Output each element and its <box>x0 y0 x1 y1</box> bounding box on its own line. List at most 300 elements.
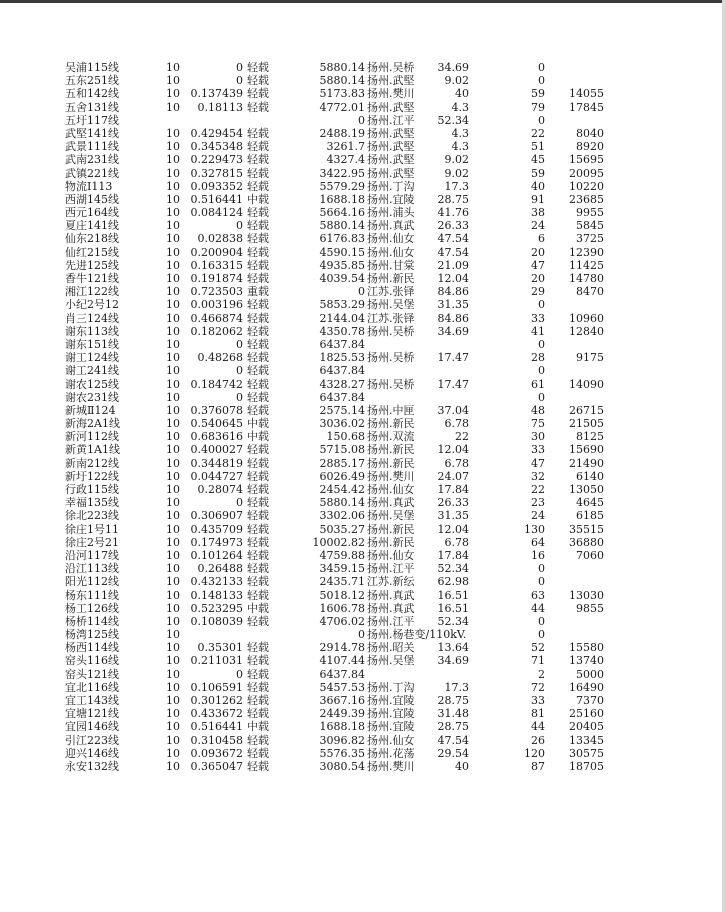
voltage-cell: 10 <box>166 258 180 272</box>
substation-cell: 扬州.武堅 <box>367 140 415 154</box>
capacity-cell: 6176.83 <box>319 232 365 246</box>
voltage-cell: 10 <box>166 126 180 140</box>
total-capacity-cell: 4645 <box>576 496 604 510</box>
load-status-cell: 轻载 <box>247 443 269 457</box>
load-status-cell: 轻载 <box>247 74 269 88</box>
line-name-cell: 五圩117线 <box>65 113 119 127</box>
line-name-cell: 徐庄1号11 <box>65 522 119 536</box>
user-count-cell: 44 <box>531 601 545 615</box>
capacity-cell: 3261.7 <box>326 140 365 154</box>
line-name-cell: 湘江122线 <box>65 285 119 299</box>
substation-cell: 扬州.新民 <box>367 272 415 285</box>
line-name-cell: 新海2A1线 <box>65 417 120 431</box>
table-row <box>0 496 725 509</box>
capacity-cell: 5880.14 <box>319 219 365 233</box>
load-status-cell: 轻载 <box>247 166 269 180</box>
distance-cell: 17.84 <box>437 483 469 496</box>
table-row <box>0 589 725 602</box>
load-status-cell: 中载 <box>247 720 269 734</box>
total-capacity-cell: 12840 <box>569 324 604 338</box>
user-count-cell: 38 <box>531 206 545 220</box>
total-capacity-cell: 9855 <box>576 601 604 615</box>
table-row <box>0 325 725 338</box>
voltage-cell: 10 <box>166 100 180 114</box>
table-row <box>0 681 725 694</box>
line-name-cell: 引江223线 <box>65 733 119 747</box>
table-row <box>0 364 725 377</box>
capacity-cell: 5035.27 <box>319 522 365 536</box>
capacity-cell: 6026.49 <box>319 469 365 483</box>
substation-cell: 扬州.武堅 <box>367 100 415 114</box>
total-capacity-cell: 8040 <box>576 126 604 140</box>
load-ratio-cell: 0.044727 <box>190 469 243 483</box>
load-ratio-cell: 0 <box>236 337 243 351</box>
distance-cell: 9.02 <box>444 153 469 167</box>
line-name-cell: 行政115线 <box>65 483 119 496</box>
substation-cell: 扬州.双流 <box>367 430 415 444</box>
line-name-cell: 杨东111线 <box>65 588 119 602</box>
spreadsheet-table <box>0 61 725 773</box>
distance-cell: 84.86 <box>437 311 469 325</box>
voltage-cell: 10 <box>166 87 180 101</box>
capacity-cell: 6437.84 <box>319 667 365 681</box>
substation-cell: 扬州.宜陵 <box>367 192 415 206</box>
load-ratio-cell: 0.327815 <box>190 166 243 180</box>
table-row <box>0 180 725 193</box>
user-count-cell: 81 <box>531 707 545 721</box>
voltage-cell: 10 <box>166 140 180 154</box>
substation-cell: 江苏.新纭 <box>367 575 415 589</box>
load-status-cell: 轻载 <box>247 733 269 747</box>
voltage-cell: 10 <box>166 311 180 325</box>
capacity-cell: 5853.29 <box>319 298 365 312</box>
substation-cell: 扬州.丁沟 <box>367 680 415 694</box>
capacity-cell: 5579.29 <box>319 179 365 193</box>
capacity-cell: 2914.78 <box>319 641 365 655</box>
substation-cell: 扬州.江平 <box>367 562 415 576</box>
load-status-cell: 轻载 <box>247 390 269 404</box>
line-name-cell: 宜工143线 <box>65 694 119 707</box>
line-name-cell: 宜园146线 <box>65 720 119 734</box>
distance-cell: 40 <box>455 87 469 101</box>
user-count-cell: 24 <box>531 509 545 523</box>
voltage-cell: 10 <box>166 535 180 549</box>
substation-cell: 扬州.真武 <box>367 496 415 510</box>
substation-cell: 扬州.吴桥 <box>367 324 415 338</box>
user-count-cell: 0 <box>538 298 545 312</box>
distance-cell: 17.47 <box>437 377 469 391</box>
capacity-cell: 4772.01 <box>319 100 365 114</box>
load-status-cell: 轻载 <box>247 562 269 576</box>
line-name-cell: 夏庄141线 <box>65 219 119 233</box>
substation-cell: 扬州.真武 <box>367 601 415 615</box>
line-name-cell: 宜塘121线 <box>65 707 119 721</box>
total-capacity-cell: 5000 <box>576 667 604 681</box>
substation-cell: 扬州.樊川 <box>367 87 415 101</box>
load-status-cell: 轻载 <box>247 245 269 259</box>
voltage-cell: 10 <box>166 694 180 707</box>
distance-cell: 21.09 <box>437 258 469 272</box>
load-ratio-cell: 0.306907 <box>190 509 243 523</box>
table-row <box>0 628 725 641</box>
capacity-cell: 6437.84 <box>319 364 365 378</box>
substation-cell: 扬州.新民 <box>367 456 415 470</box>
load-status-cell: 轻载 <box>247 548 269 562</box>
table-row <box>0 483 725 496</box>
distance-cell: 34.69 <box>437 324 469 338</box>
line-name-cell: 仙红215线 <box>65 245 119 259</box>
user-count-cell: 0 <box>538 390 545 404</box>
line-name-cell: 新南212线 <box>65 456 119 470</box>
total-capacity-cell: 21490 <box>569 456 604 470</box>
line-name-cell: 杨西114线 <box>65 641 119 655</box>
table-row <box>0 694 725 707</box>
distance-cell: 17.84 <box>437 548 469 562</box>
load-status-cell: 轻载 <box>247 337 269 351</box>
user-count-cell: 30 <box>531 430 545 444</box>
load-ratio-cell: 0 <box>236 219 243 233</box>
distance-cell: 12.04 <box>437 272 469 285</box>
capacity-cell: 3080.54 <box>319 759 365 773</box>
load-ratio-cell: 0.723503 <box>190 285 243 299</box>
user-count-cell: 63 <box>531 588 545 602</box>
load-status-cell: 重载 <box>247 285 269 299</box>
capacity-cell: 5880.14 <box>319 496 365 510</box>
capacity-cell: 150.68 <box>326 430 365 444</box>
user-count-cell: 59 <box>531 166 545 180</box>
table-row <box>0 430 725 443</box>
substation-cell: 扬州.新民 <box>367 522 415 536</box>
voltage-cell: 10 <box>166 74 180 88</box>
distance-cell: 28.75 <box>437 694 469 707</box>
voltage-cell: 10 <box>166 443 180 457</box>
load-ratio-cell: 0.200904 <box>190 245 243 259</box>
total-capacity-cell: 13030 <box>569 588 604 602</box>
load-ratio-cell: 0.18113 <box>197 100 243 114</box>
total-capacity-cell: 7370 <box>576 694 604 707</box>
voltage-cell: 10 <box>166 153 180 167</box>
voltage-cell: 10 <box>166 430 180 444</box>
table-row <box>0 298 725 311</box>
line-name-cell: 武南231线 <box>65 153 119 167</box>
line-name-cell: 谢农125线 <box>65 377 119 391</box>
user-count-cell: 59 <box>531 87 545 101</box>
user-count-cell: 47 <box>531 456 545 470</box>
distance-cell: 28.75 <box>437 192 469 206</box>
distance-cell: 47.54 <box>437 232 469 246</box>
total-capacity-cell: 17845 <box>569 100 604 114</box>
capacity-cell: 2144.04 <box>319 311 365 325</box>
line-name-cell: 新城Ⅱ124 <box>65 403 116 417</box>
table-row <box>0 734 725 747</box>
line-name-cell: 武堅141线 <box>65 126 119 140</box>
load-ratio-cell: 0.137439 <box>190 87 243 101</box>
total-capacity-cell: 15695 <box>569 153 604 167</box>
table-row <box>0 153 725 166</box>
distance-cell: 17.3 <box>444 179 469 193</box>
load-status-cell: 轻载 <box>247 759 269 773</box>
capacity-cell: 2488.19 <box>319 126 365 140</box>
user-count-cell: 33 <box>531 443 545 457</box>
line-name-cell: 仙东218线 <box>65 232 119 246</box>
table-row <box>0 470 725 483</box>
capacity-cell: 0 <box>358 628 365 642</box>
load-status-cell: 轻载 <box>247 614 269 628</box>
table-row <box>0 443 725 456</box>
table-row <box>0 760 725 773</box>
distance-cell: 52.34 <box>437 562 469 576</box>
load-ratio-cell: 0.345348 <box>190 140 243 154</box>
user-count-cell: 61 <box>531 377 545 391</box>
load-ratio-cell: 0.28074 <box>197 483 243 496</box>
voltage-cell: 10 <box>166 272 180 285</box>
substation-cell: 扬州.武堅 <box>367 126 415 140</box>
substation-cell: 扬州.宜陵 <box>367 707 415 721</box>
total-capacity-cell: 30575 <box>569 746 604 760</box>
load-status-cell: 中载 <box>247 430 269 444</box>
load-ratio-cell: 0.344819 <box>190 456 243 470</box>
user-count-cell: 71 <box>531 654 545 668</box>
load-ratio-cell: 0.516441 <box>190 720 243 734</box>
line-name-cell: 沿河117线 <box>65 548 119 562</box>
distance-cell: 24.07 <box>437 469 469 483</box>
load-status-cell: 轻载 <box>247 509 269 523</box>
voltage-cell: 10 <box>166 219 180 233</box>
distance-cell: 28.75 <box>437 720 469 734</box>
distance-cell: 26.33 <box>437 219 469 233</box>
load-ratio-cell: 0.48268 <box>197 351 243 365</box>
load-status-cell: 轻载 <box>247 219 269 233</box>
substation-cell: 扬州.丁沟 <box>367 179 415 193</box>
user-count-cell: 0 <box>538 614 545 628</box>
voltage-cell: 10 <box>166 206 180 220</box>
substation-cell: 扬州.吴桥 <box>367 377 415 391</box>
load-status-cell: 轻载 <box>247 298 269 312</box>
voltage-cell: 10 <box>166 337 180 351</box>
table-row <box>0 562 725 575</box>
user-count-cell: 87 <box>531 759 545 773</box>
table-row <box>0 457 725 470</box>
load-ratio-cell: 0.683616 <box>190 430 243 444</box>
capacity-cell: 4706.02 <box>319 614 365 628</box>
user-count-cell: 40 <box>531 179 545 193</box>
distance-cell: 34.69 <box>437 654 469 668</box>
load-status-cell: 中载 <box>247 192 269 206</box>
user-count-cell: 22 <box>531 483 545 496</box>
capacity-cell: 2575.14 <box>319 403 365 417</box>
user-count-cell: 0 <box>538 364 545 378</box>
line-name-cell: 物流Ⅰ113 <box>65 179 113 193</box>
total-capacity-cell: 26715 <box>569 403 604 417</box>
capacity-cell: 4327.4 <box>326 153 365 167</box>
distance-cell: 17.3 <box>444 680 469 694</box>
table-row <box>0 536 725 549</box>
line-name-cell: 永安132线 <box>65 759 119 773</box>
voltage-cell: 10 <box>166 496 180 510</box>
substation-cell: 扬州.武堅 <box>367 74 415 88</box>
distance-cell: 37.04 <box>437 403 469 417</box>
table-row <box>0 101 725 114</box>
voltage-cell: 10 <box>166 403 180 417</box>
total-capacity-cell: 12390 <box>569 245 604 259</box>
distance-cell: 31.48 <box>437 707 469 721</box>
voltage-cell: 10 <box>166 707 180 721</box>
table-row <box>0 523 725 536</box>
table-row <box>0 351 725 364</box>
distance-cell: 62.98 <box>437 575 469 589</box>
voltage-cell: 10 <box>166 522 180 536</box>
distance-cell: 29.54 <box>437 746 469 760</box>
line-name-cell: 小纪2号12 <box>65 298 119 312</box>
total-capacity-cell: 10220 <box>569 179 604 193</box>
distance-cell: 6.78 <box>444 535 469 549</box>
substation-cell: 扬州.真武 <box>367 588 415 602</box>
distance-cell: 4.3 <box>451 140 469 154</box>
total-capacity-cell: 8470 <box>576 285 604 299</box>
capacity-cell: 3302.06 <box>319 509 365 523</box>
substation-cell: 扬州.浦头 <box>367 206 415 220</box>
distance-cell: 9.02 <box>444 74 469 88</box>
substation-cell: 江苏.张铎 <box>367 311 415 325</box>
user-count-cell: 120 <box>524 746 545 760</box>
table-row <box>0 391 725 404</box>
table-row <box>0 246 725 259</box>
line-name-cell: 新圩122线 <box>65 469 119 483</box>
load-status-cell: 轻载 <box>247 126 269 140</box>
substation-cell: 扬州.江平 <box>367 113 415 127</box>
total-capacity-cell: 35515 <box>569 522 604 536</box>
user-count-cell: 33 <box>531 694 545 707</box>
user-count-cell: 72 <box>531 680 545 694</box>
distance-cell: 84.86 <box>437 285 469 299</box>
user-count-cell: 75 <box>531 417 545 431</box>
distance-cell: 4.3 <box>451 126 469 140</box>
total-capacity-cell: 15690 <box>569 443 604 457</box>
user-count-cell: 20 <box>531 272 545 285</box>
load-status-cell: 轻载 <box>247 456 269 470</box>
substation-cell: 扬州.新民 <box>367 417 415 431</box>
capacity-cell: 4107.44 <box>319 654 365 668</box>
capacity-cell: 5173.83 <box>319 87 365 101</box>
table-row <box>0 74 725 87</box>
distance-cell: 17.47 <box>437 351 469 365</box>
table-row <box>0 219 725 232</box>
substation-cell: 扬州.宜陵 <box>367 694 415 707</box>
load-ratio-cell: 0.191874 <box>190 272 243 285</box>
load-status-cell: 轻载 <box>247 694 269 707</box>
user-count-cell: 0 <box>538 575 545 589</box>
load-status-cell: 轻载 <box>247 522 269 536</box>
voltage-cell: 10 <box>166 324 180 338</box>
voltage-cell: 10 <box>166 364 180 378</box>
load-status-cell: 轻载 <box>247 641 269 655</box>
load-ratio-cell: 0.301262 <box>190 694 243 707</box>
total-capacity-cell: 14090 <box>569 377 604 391</box>
distance-cell: 26.33 <box>437 496 469 510</box>
line-name-cell: 徐北223线 <box>65 509 119 523</box>
load-status-cell: 轻载 <box>247 403 269 417</box>
user-count-cell: 48 <box>531 403 545 417</box>
voltage-cell: 10 <box>166 720 180 734</box>
line-name-cell: 武镇221线 <box>65 166 119 180</box>
voltage-cell: 10 <box>166 245 180 259</box>
user-count-cell: 28 <box>531 351 545 365</box>
user-count-cell: 47 <box>531 258 545 272</box>
line-name-cell: 杨湾125线 <box>65 628 119 642</box>
load-ratio-cell: 0.432133 <box>190 575 243 589</box>
total-capacity-cell: 15580 <box>569 641 604 655</box>
table-row <box>0 140 725 153</box>
table-row <box>0 654 725 667</box>
user-count-cell: 130 <box>524 522 545 536</box>
load-ratio-cell: 0.523295 <box>190 601 243 615</box>
load-ratio-cell: 0.229473 <box>190 153 243 167</box>
user-count-cell: 24 <box>531 219 545 233</box>
line-name-cell: 杨桥114线 <box>65 614 119 628</box>
capacity-cell: 5880.14 <box>319 61 365 74</box>
line-name-cell: 谢东151线 <box>65 337 119 351</box>
voltage-cell: 10 <box>166 628 180 642</box>
distance-cell: 22 <box>455 430 469 444</box>
voltage-cell: 10 <box>166 390 180 404</box>
load-ratio-cell: 0.400027 <box>190 443 243 457</box>
table-row <box>0 127 725 140</box>
capacity-cell: 4935.85 <box>319 258 365 272</box>
total-capacity-cell: 9175 <box>576 351 604 365</box>
load-status-cell: 轻载 <box>247 311 269 325</box>
user-count-cell: 52 <box>531 641 545 655</box>
user-count-cell: 45 <box>531 153 545 167</box>
line-name-cell: 五东251线 <box>65 74 119 88</box>
line-name-cell: 徐庄2号21 <box>65 535 119 549</box>
line-name-cell: 肖三124线 <box>65 311 119 325</box>
capacity-cell: 6437.84 <box>319 337 365 351</box>
line-name-cell: 幸福135线 <box>65 496 119 510</box>
capacity-cell: 5715.08 <box>319 443 365 457</box>
distance-cell: 6.78 <box>444 417 469 431</box>
line-name-cell: 五舍131线 <box>65 100 119 114</box>
user-count-cell: 64 <box>531 535 545 549</box>
substation-cell: 扬州.吴桥 <box>367 351 415 365</box>
table-row <box>0 404 725 417</box>
load-ratio-cell: 0.101264 <box>190 548 243 562</box>
table-row <box>0 338 725 351</box>
substation-cell: 扬州.中匣 <box>367 403 415 417</box>
substation-cell: 扬州.樊川 <box>367 469 415 483</box>
capacity-cell: 6437.84 <box>319 390 365 404</box>
line-name-cell: 迎兴146线 <box>65 746 119 760</box>
voltage-cell: 10 <box>166 232 180 246</box>
voltage-cell: 10 <box>166 192 180 206</box>
user-count-cell: 51 <box>531 140 545 154</box>
substation-cell: 扬州.新民 <box>367 535 415 549</box>
load-status-cell: 轻载 <box>247 61 269 74</box>
load-ratio-cell: 0.433672 <box>190 707 243 721</box>
line-name-cell: 杨工126线 <box>65 601 119 615</box>
load-status-cell: 轻载 <box>247 535 269 549</box>
user-count-cell: 23 <box>531 496 545 510</box>
line-name-cell: 先进125线 <box>65 258 119 272</box>
load-status-cell: 轻载 <box>247 232 269 246</box>
line-name-cell: 宜北116线 <box>65 680 119 694</box>
distance-cell: 16.51 <box>437 601 469 615</box>
distance-cell: 52.34 <box>437 113 469 127</box>
load-ratio-cell: 0.376078 <box>190 403 243 417</box>
total-capacity-cell: 7060 <box>576 548 604 562</box>
table-row <box>0 747 725 760</box>
table-row <box>0 206 725 219</box>
load-status-cell: 轻载 <box>247 258 269 272</box>
